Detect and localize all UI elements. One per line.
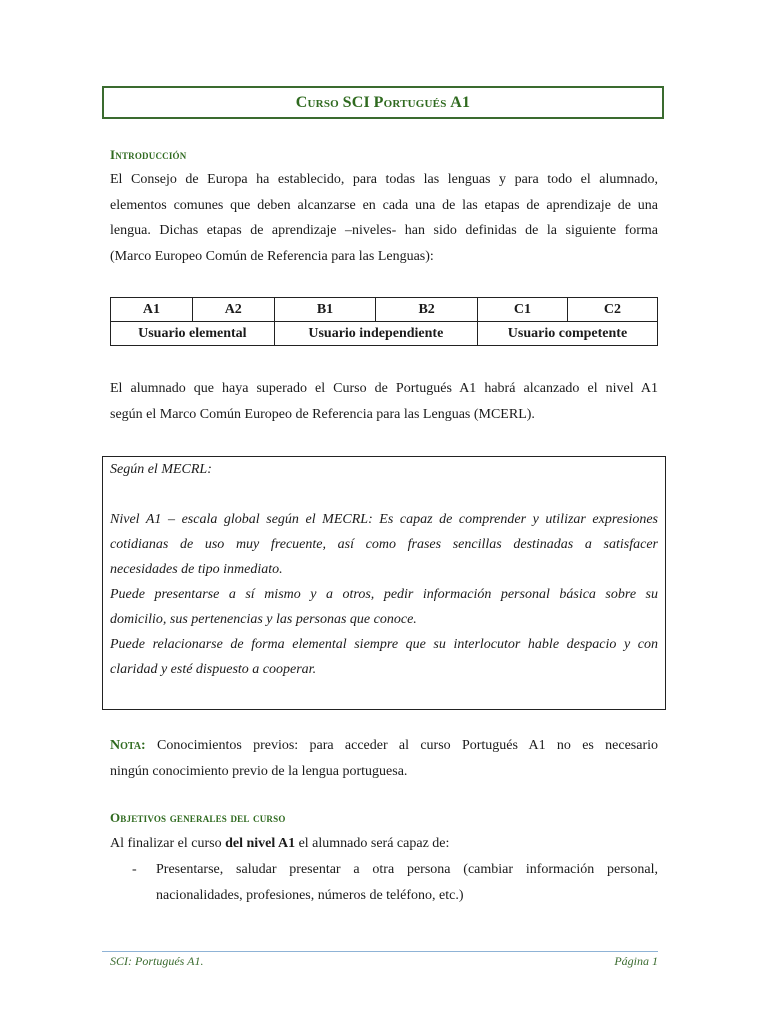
nota-line xyxy=(110,733,658,759)
nota-paragraph xyxy=(110,733,658,784)
mecrl-line: Puede relacionarse de forma elemental siempre que su interlocutor hable despacio y con xyxy=(110,637,658,652)
intro-heading: Introducción xyxy=(110,147,187,162)
mecrl-line: domicilio, sus pertenencias y las personas que conoce. xyxy=(110,612,417,627)
user-group-cell: Usuario elemental xyxy=(111,322,275,346)
mecrl-line: claridad y esté dispuesto a cooperar. xyxy=(110,662,317,677)
intro-line: El Consejo de Europa ha establecido, para todas las lenguas y para todo el alumnado, xyxy=(110,172,658,187)
bullet-text xyxy=(156,857,658,908)
footer-page-number: Página 1 xyxy=(614,954,658,968)
objetivos-intro xyxy=(110,831,658,857)
document-title xyxy=(102,86,664,119)
objetivos-heading: Objetivos generales del curso xyxy=(110,810,286,825)
title-word-level: A1 xyxy=(450,94,471,111)
mecrl-intro: Según el MECRL: xyxy=(110,462,212,477)
mecrl-line: Nivel A1 – escala global según el MECRL: Es capaz de comprender y utilizar expresiones xyxy=(110,512,658,527)
user-group-cell: Usuario independiente xyxy=(274,322,477,346)
mecrl-line: cotidianas de uso muy frecuente, así como frases sencillas destinadas a satisfacer xyxy=(110,537,658,552)
intro-line: elementos comunes que deben alcanzarse en cada una de las etapas de aprendizaje de una xyxy=(110,197,658,213)
mecrl-line: Puede presentarse a sí mismo y a otros, pedir información personal básica sobre su xyxy=(110,587,658,602)
nota-label: Nota: xyxy=(110,738,146,753)
objetivos-intro-bold: del nivel A1 xyxy=(225,836,296,851)
objetivos-intro-post: el alumnado será capaz de: xyxy=(295,836,450,851)
title-word-sci: SCI xyxy=(342,94,370,111)
nota-text: Conocimientos previos: para acceder al curso Portugués A1 no es necesario xyxy=(157,738,659,753)
bullet-line: nacionalidades, profesiones, números de teléfono, etc.) xyxy=(156,887,464,903)
nota-line: ningún conocimiento previo de la lengua portuguesa. xyxy=(110,763,408,779)
mecrl-line: necesidades de tipo inmediato. xyxy=(110,562,283,577)
level-cell: B2 xyxy=(376,298,478,322)
intro-line: (Marco Europeo Común de Referencia para las Lenguas): xyxy=(110,248,434,264)
level-cell: B1 xyxy=(274,298,376,322)
result-line: El alumnado que haya superado el Curso de Portugués A1 habrá alcanzado el nivel A1 xyxy=(110,381,658,396)
objetivos-intro-line xyxy=(110,831,658,857)
level-cell: A2 xyxy=(192,298,274,322)
intro-line: lengua. Dichas etapas de aprendizaje –niveles- han sido definidas de la siguiente forma xyxy=(110,223,658,238)
levels-row xyxy=(111,298,658,322)
bullet-dash: - xyxy=(132,862,137,877)
intro-paragraph xyxy=(110,167,658,269)
result-paragraph xyxy=(110,376,658,427)
level-cell: C1 xyxy=(477,298,567,322)
footer-rule xyxy=(102,951,658,952)
user-group-cell: Usuario competente xyxy=(477,322,657,346)
levels-table xyxy=(110,297,658,346)
title-word-curso: Curso xyxy=(295,94,339,111)
bullet-line: Presentarse, saludar presentar a otra persona (cambiar información personal, xyxy=(156,862,658,877)
level-cell: C2 xyxy=(567,298,657,322)
result-line: según el Marco Común Europeo de Referencia para las Lenguas (MCERL). xyxy=(110,406,535,422)
footer-left: SCI: Portugués A1. xyxy=(110,954,204,968)
objetivos-intro-pre: Al finalizar el curso xyxy=(110,836,226,851)
user-group-row xyxy=(111,322,658,346)
mecrl-blank-line xyxy=(110,482,658,507)
title-word-portugues: Portugués xyxy=(373,94,447,111)
level-cell: A1 xyxy=(111,298,193,322)
mecrl-box xyxy=(102,456,666,710)
